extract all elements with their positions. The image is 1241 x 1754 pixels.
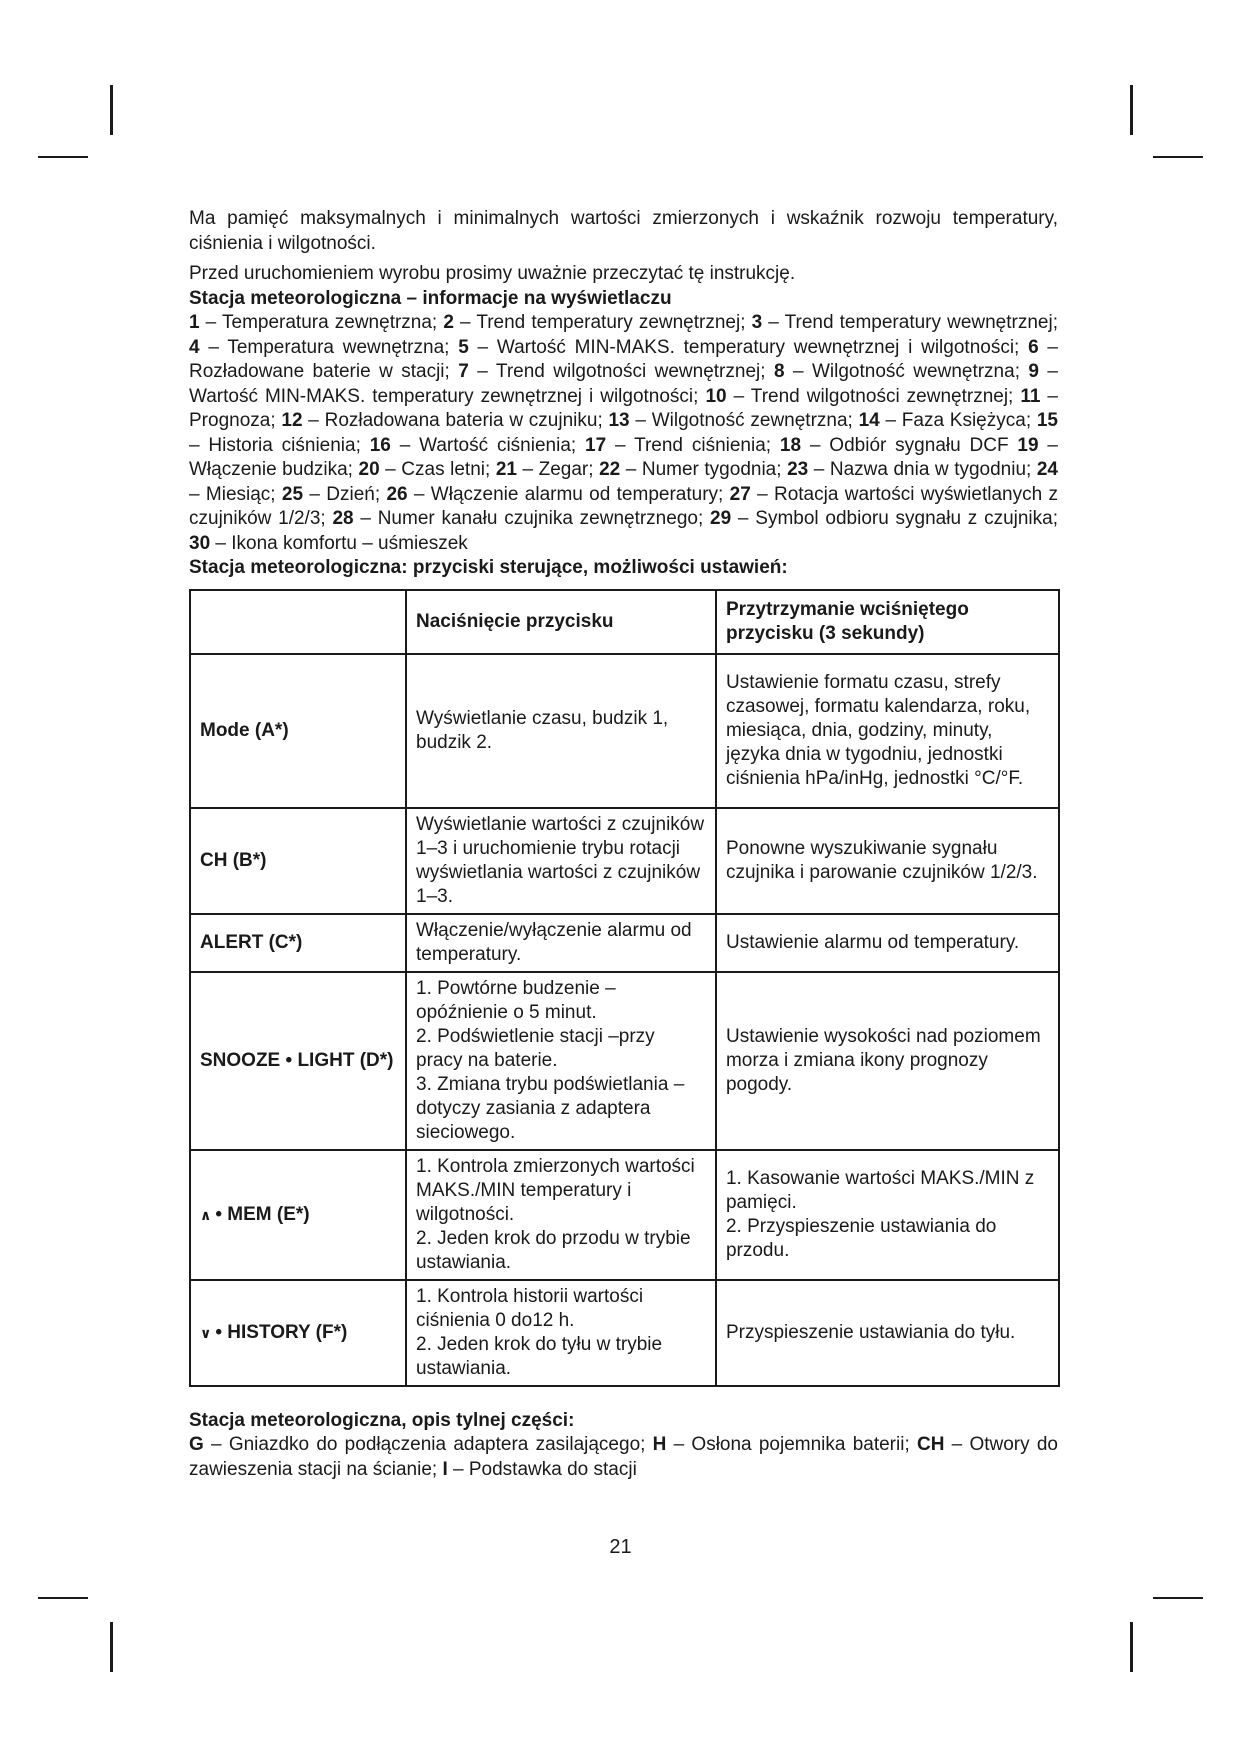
legend-item-number: 30 [189,532,211,554]
legend-item-text: – Historia ciśnienia; [189,434,370,456]
legend-item-text: – Wilgotność wewnętrzna; [784,361,1029,382]
down-arrow-icon: ∨ [200,1324,212,1341]
legend-item-text: – Włączenie alarmu od temperatury; [407,483,730,505]
page-content [189,207,1058,1482]
button-name-cell: SNOOZE • LIGHT (D*) [190,972,406,1150]
up-arrow-icon: ∧ [200,1206,212,1223]
table-row [190,1280,1059,1386]
display-legend [189,311,1058,556]
legend-item-text: – Wilgotność zewnętrzna; [629,410,859,431]
back-item-text: – Podstawka do stacji [447,1458,637,1480]
legend-item-number: 3 [751,312,763,333]
hold-action-cell: Ustawienie wysokości nad poziomem morza i zmiana ikony prognozy pogody. [716,972,1059,1150]
legend-item-text: – Odbiór sygnału DCF [801,434,1018,456]
button-name-cell: ∧ • MEM (E*) [190,1150,406,1280]
legend-item-number: 28 [332,508,354,529]
legend-item-number: 5 [458,336,469,358]
legend-item-text: – Czas letni; [379,459,496,480]
legend-item-text: – Rozładowane baterie w stacji; [189,336,1059,382]
button-name-cell: ∨ • HISTORY (F*) [190,1280,406,1386]
legend-item-text: – Rozładowana bateria w czujniku; [302,410,609,431]
legend-item-text: – Trend ciśnienia; [606,434,780,456]
legend-item-number: 21 [495,459,517,480]
page-number: 21 [609,1536,632,1558]
back-item-number: CH [916,1434,945,1455]
table-row [190,808,1059,914]
legend-item-number: 26 [386,483,408,505]
legend-item-number: 25 [281,483,304,505]
legend-item-number: 15 [1036,410,1058,431]
legend-item-text: – Wartość MIN-MAKS. temperatury wewnętrznej i wilgotności; [468,336,1029,358]
back-item-text: – Gniazdko do podłączenia adaptera zasilającego; [203,1434,653,1455]
press-action-cell: Wyświetlanie wartości z czujników 1–3 i uruchomienie trybu rotacji wyświetlania wartości z czujników 1–3. [406,808,716,914]
back-item-number: I [442,1458,448,1480]
legend-item-text: – Faza Księżyca; [879,410,1037,431]
legend-item-text: – Trend wilgotności wewnętrznej; [468,361,774,382]
legend-item-number: 11 [1020,385,1041,407]
legend-item-text: – Numer tygodnia; [620,459,788,480]
legend-item-text: – Dzień; [303,483,387,505]
legend-item-text: – Symbol odbioru sygnału z czujnika; [731,508,1058,529]
crop-mark [1130,85,1133,135]
back-item-number: H [652,1434,667,1455]
press-action-cell: 1. Kontrola zmierzonych wartości MAKS./MIN temperatury i wilgotności. 2. Jeden krok do przodu w trybie ustawiania. [406,1150,716,1280]
legend-item-number: 12 [281,410,303,431]
legend-item-text: – Trend temperatury wewnętrznej; [762,312,1058,333]
table-row [190,654,1059,808]
legend-item-number: 6 [1028,336,1039,358]
crop-mark [1153,156,1203,158]
controls-table [189,589,1060,1387]
crop-mark [110,1622,113,1672]
legend-item-number: 7 [458,361,469,382]
legend-item-text: – Trend temperatury zewnętrznej; [453,312,752,333]
legend-item-number: 1 [189,312,200,333]
button-name-cell: Mode (A*) [190,654,406,808]
legend-item-number: 19 [1017,434,1039,456]
crop-mark [1130,1622,1133,1672]
hold-action-cell: Przyspieszenie ustawiania do tyłu. [716,1280,1059,1386]
legend-item-number: 20 [358,459,380,480]
header-empty-cell [190,590,406,654]
legend-item-text: – Temperatura wewnętrzna; [199,336,459,358]
back-legend [189,1433,1058,1482]
legend-item-text: – Trend wilgotności zewnętrznej; [726,385,1021,407]
legend-item-number: 29 [710,508,732,529]
table-row [190,1150,1059,1280]
legend-item-text: – Wartość MIN-MAKS. temperatury zewnętrznej i wilgotności; [189,361,1058,407]
legend-item-text: – Zegar; [516,459,600,480]
crop-mark [38,156,88,158]
hold-action-cell: Ustawienie formatu czasu, strefy czasowej, formatu kalendarza, roku, miesiąca, dnia, godziny, minuty, języka dnia w tygodniu, jednostki ciśnienia hPa/inHg, jednostki °C/°F. [716,654,1059,808]
press-action-cell: 1. Powtórne budzenie –opóźnienie o 5 minut. 2. Podświetlenie stacji –przy pracy na baterie. 3. Zmiana trybu podświetlania –dotyczy zasiania z adaptera sieciowego. [406,972,716,1150]
legend-item-number: 22 [599,459,621,480]
hold-action-cell: Ponowne wyszukiwanie sygnału czujnika i parowanie czujników 1/2/3. [716,808,1059,914]
table-row [190,914,1059,972]
legend-item-number: 17 [585,434,607,456]
legend-item-text: – Numer kanału czujnika zewnętrznego; [353,508,711,529]
crop-mark [110,85,113,135]
hold-action-cell: Ustawienie alarmu od temperatury. [716,914,1059,972]
back-item-text: – Osłona pojemnika baterii; [666,1434,917,1455]
table-row [190,972,1059,1150]
legend-item-number: 2 [443,312,454,333]
legend-item-text: – Prognoza; [189,385,1058,431]
controls-heading: Stacja meteorologiczna: przyciski sterujące, możliwości ustawień: [189,557,788,578]
button-name-cell: ALERT (C*) [190,914,406,972]
legend-item-text: – Nazwa dnia w tygodniu; [808,459,1037,480]
legend-item-number: 10 [705,385,727,407]
back-heading: Stacja meteorologiczna, opis tylnej części: [189,1409,575,1431]
legend-item-text: – Włączenie budzika; [189,434,1058,480]
legend-item-text: – Rotacja wartości wyświetlanych z czujników 1/2/3; [189,483,1058,529]
legend-item-number: 4 [189,336,200,358]
press-action-cell: 1. Kontrola historii wartości ciśnienia 0 do12 h. 2. Jeden krok do tyłu w trybie ustawiania. [406,1280,716,1386]
hold-action-cell: 1. Kasowanie wartości MAKS./MIN z pamięci. 2. Przyspieszenie ustawiania do przodu. [716,1150,1059,1280]
legend-item-number: 16 [369,434,391,456]
crop-mark [38,1597,88,1599]
back-item-text: – Otwory do zawieszenia stacji na ścianie; [189,1434,1058,1480]
legend-item-text: – Wartość ciśnienia; [390,434,586,456]
legend-item-number: 24 [1036,459,1058,480]
legend-item-text: – Miesiąc; [189,483,282,505]
button-name-cell: CH (B*) [190,808,406,914]
header-hold: Przytrzymanie wciśniętego przycisku (3 sekundy) [716,590,1059,654]
legend-item-text: – Ikona komfortu – uśmieszek [210,532,468,554]
legend-item-number: 18 [779,434,802,456]
legend-item-number: 27 [729,483,751,505]
legend-item-number: 13 [608,410,630,431]
legend-item-number: 23 [787,459,809,480]
header-press: Naciśnięcie przycisku [406,590,716,654]
legend-item-text: – Temperatura zewnętrzna; [199,312,444,333]
legend-item-number: 9 [1028,361,1039,382]
crop-mark [1153,1597,1203,1599]
legend-item-number: 8 [773,361,785,382]
display-info-heading: Stacja meteorologiczna – informacje na wyświetlaczu [189,287,672,309]
intro-paragraph: Ma pamięć maksymalnych i minimalnych wartości zmierzonych i wskaźnik rozwoju temperatury, ciśnienia i wilgotności. [189,208,1058,254]
table-header-row [190,590,1059,654]
intro-instruction: Przed uruchomieniem wyrobu prosimy uważnie przeczytać tę instrukcję. [189,263,796,284]
press-action-cell: Włączenie/wyłączenie alarmu od temperatury. [406,914,716,972]
press-action-cell: Wyświetlanie czasu, budzik 1, budzik 2. [406,654,716,808]
legend-item-number: 14 [858,410,880,431]
back-item-number: G [189,1434,204,1455]
